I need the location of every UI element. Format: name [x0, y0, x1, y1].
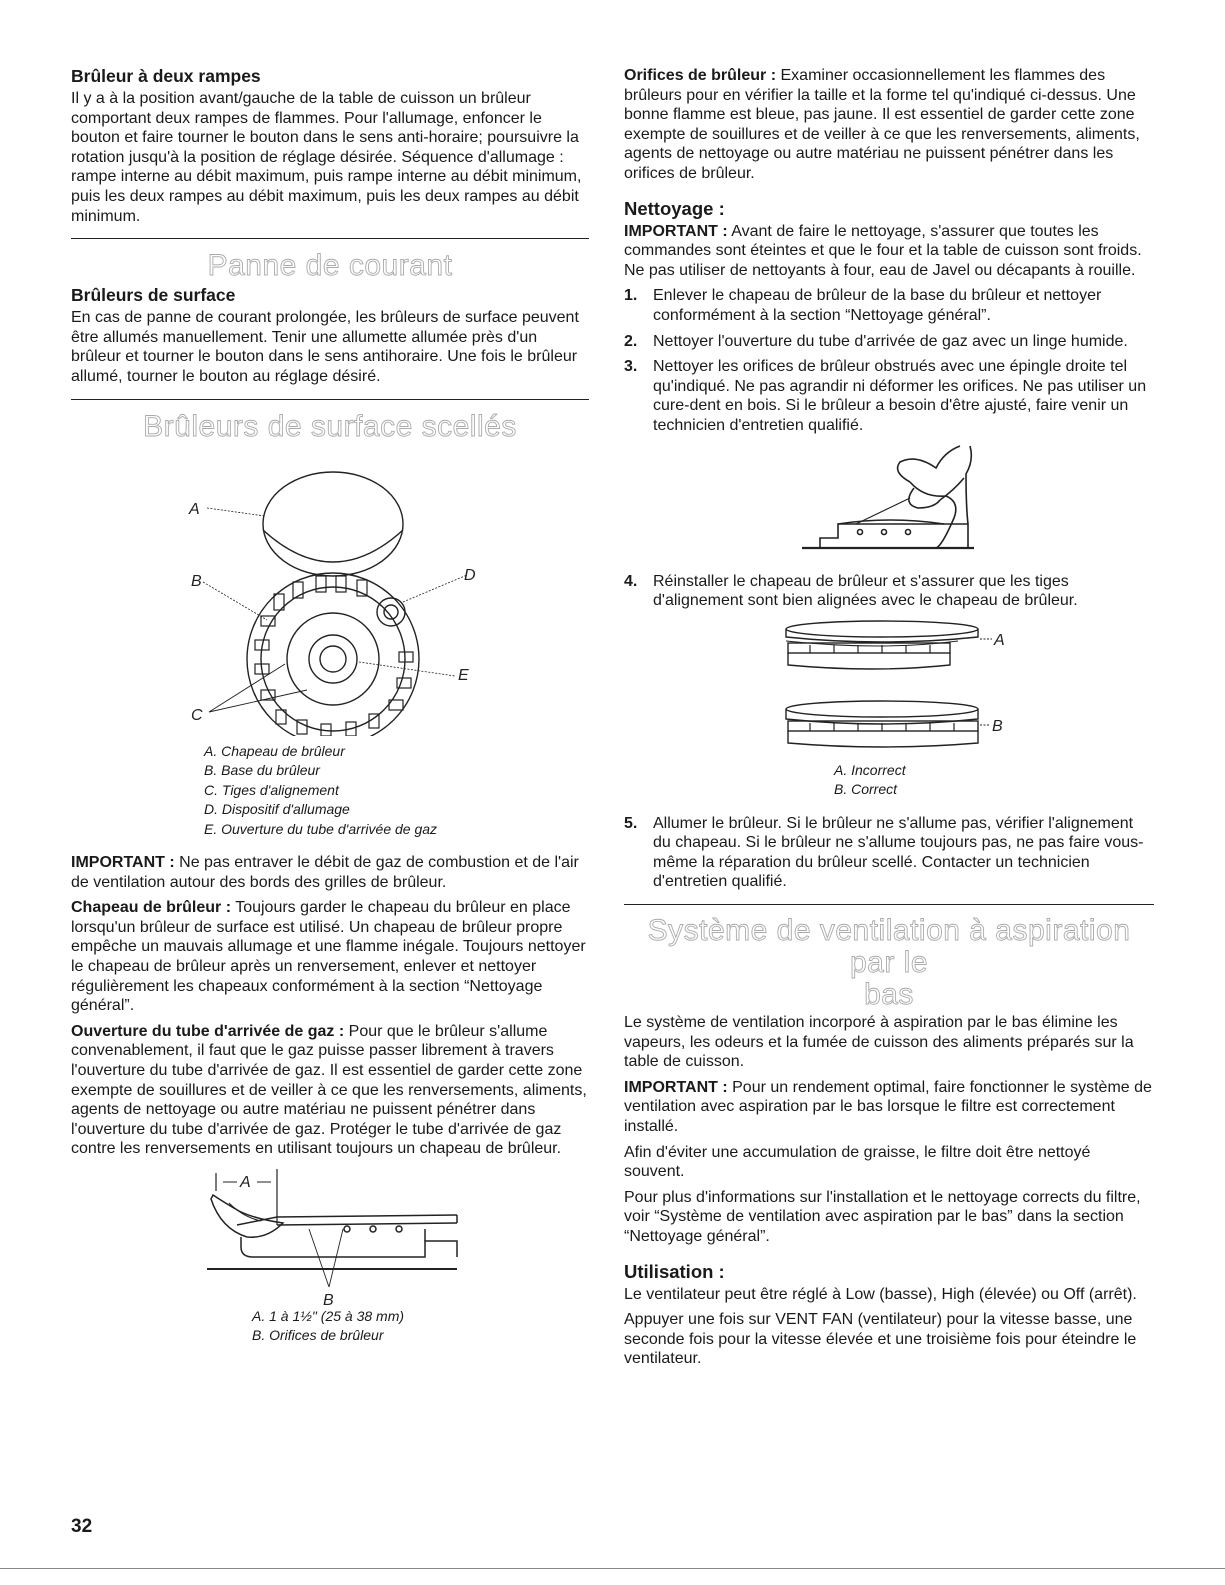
cleaning-heading: Nettoyage : [624, 197, 725, 219]
caption-item: E. Ouverture du tube d'arrivée de gaz [204, 820, 438, 837]
caption-item: B. Orifices de brûleur [252, 1327, 384, 1344]
divider [71, 238, 589, 239]
downdraft-filter-note: Afin d'éviter une accumulation de graisse, le filtre doit être nettoyé souvent. [624, 1143, 1091, 1181]
downdraft-more-info: Pour plus d'informations sur l'installation et le nettoyage corrects du filtre, voir “Système de ventilation avec aspiration par le bas” dans la section “Nettoyage général”. [624, 1188, 1141, 1245]
use-paragraph-1: Le ventilateur peut être réglé à Low (basse), High (élevée) ou Off (arrêt). [624, 1285, 1137, 1303]
burner-captions [204, 742, 589, 840]
divider [71, 399, 589, 400]
bottom-edge [0, 1568, 1225, 1569]
caption-item: D. Dispositif d'allumage [204, 801, 350, 818]
power-failure-text: En cas de panne de courant prolongée, les brûleurs de surface peuvent être allumés manuellement. Tenir une allumette allumée près d'un brûleur et tourner le bouton dans le sens antihoraire. Une fois le brûleur allumé, tourner le bouton au réglage désiré. [71, 309, 579, 385]
fig-label-a: A [189, 500, 200, 518]
two-ring-heading: Brûleur à deux rampes [71, 66, 261, 86]
caption-item: C. Tiges d'alignement [204, 781, 339, 798]
caption-item: A. Incorrect [834, 761, 906, 778]
caption-item: A. Chapeau de brûleur [204, 742, 345, 759]
caption-item: B. Correct [834, 781, 898, 798]
divider [624, 904, 1154, 905]
orifice-label-a: A [240, 1173, 251, 1191]
fig-label-c: C [191, 706, 203, 724]
orifice-captions [252, 1307, 589, 1346]
sealed-burners-section-title: Brûleurs de surface scellés [143, 409, 517, 443]
downdraft-intro: Le système de ventilation incorporé à aspiration par le bas élimine les vapeurs, les odeurs et la fumée de cuisson des aliments préparés sur la table de cuisson. [624, 1014, 1134, 1071]
list-item: 3. Nettoyer les orifices de brûleur obstrués avec une épingle droite tel qu'indiqué. Ne pas agrandir ni déformer les orifices. Ne pas utiliser un cure-dent en bois. Si le brûleur a besoin d'être ajusté, faire venir un technicien d'entretien qualifié. [624, 358, 1147, 434]
caption-item: B. Base du brûleur [204, 762, 320, 779]
list-item: 2. Nettoyer l'ouverture du tube d'arrivée de gaz avec un linge humide. [624, 332, 1128, 350]
orifice-diagram [71, 1165, 589, 1305]
cleaning-steps [624, 286, 1154, 435]
cleaning-step-5 [624, 814, 1154, 892]
fig-label-d: D [464, 566, 476, 584]
cleaning-step-4 [624, 572, 1154, 611]
caption-item: A. 1 à 1½" (25 à 38 mm) [252, 1307, 405, 1324]
two-ring-text: Il y a à la position avant/gauche de la table de cuisson un brûleur comportant deux rampes de flammes. Pour l'allumage, enfoncer le bouton et faire tourner le bouton dans le sens anti-horaire; poursuivre la rotation jusqu'à la position de réglage désirée. Séquence d'allumage : rampe interne au débit maximum, puis rampe interne au débit minimum, puis les deux rampes au débit maximum, puis les deux rampes au débit minimum. [71, 90, 582, 225]
orifices-paragraph: Orifices de brûleur : Examiner occasionnellement les flammes des brûleurs pour en vérifier la taille et la forme tel qu'indiqué ci-dessus. Une bonne flamme est bleue, pas jaune. Il est essentiel de garder cette zone exempte de souillures et de veiller à ce que les renversements, aliments, agents de nettoyage ou autre matériau ne puissent pénétrer dans les orifices de brûleur. [624, 67, 1140, 182]
cleaning-pin-illustration [624, 442, 1154, 560]
list-item: 1. Enlever le chapeau de brûleur de la base du brûleur et nettoyer conformément à la section “Nettoyage général”. [624, 287, 1102, 324]
use-paragraph-2: Appuyer une fois sur VENT FAN (ventilateur) pour la vitesse basse, une seconde fois pour la vitesse élevée et une troisième fois pour éteindre le ventilateur. [624, 1311, 1137, 1368]
downdraft-important: IMPORTANT : Pour un rendement optimal, faire fonctionner le système de ventilation avec aspiration par le bas lorsque le filtre est correctement installé. [624, 1078, 1152, 1136]
left-column [71, 66, 589, 1346]
page-number: 32 [71, 1516, 93, 1537]
important-note: IMPORTANT : Ne pas entraver le débit de gaz de combustion et de l'air de ventilation autour des bords des grilles de brûleur. [71, 854, 579, 891]
power-failure-section-title: Panne de courant [207, 249, 453, 283]
right-column [624, 66, 1154, 1375]
burner-cap-paragraph: Chapeau de brûleur : Toujours garder le chapeau du brûleur en place lorsqu'un brûleur de surface est utilisé. Un chapeau de brûleur propre empêche un mauvais allumage et une flamme inégale. Toujours nettoyer le chapeau de brûleur après un renversement, enlever et nettoyer régulièrement les chapeaux conformément à la section “Nettoyage général”. [71, 899, 586, 1015]
list-item: 5. Allumer le brûleur. Si le brûleur ne s'allume pas, vérifier l'alignement du chapeau. Si le brûleur ne s'allume toujours pas, ne pas faire vous-même la réparation du brûleur scellé. Contacter un technicien d'entretien qualifié. [624, 814, 1144, 891]
alignment-captions [834, 761, 1154, 800]
fig-label-e: E [458, 666, 469, 684]
use-heading: Utilisation : [624, 1260, 725, 1282]
orifice-label-b: B [323, 1291, 334, 1305]
cleaning-important: IMPORTANT : Avant de faire le nettoyage, s'assurer que toutes les commandes sont éteintes et que le four et la table de cuisson sont froids. Ne pas utiliser de nettoyants à four, eau de Javel ou décapants à rouille. [624, 222, 1142, 279]
fig-label-b: B [191, 572, 202, 590]
sealed-burner-diagram [71, 446, 589, 736]
downdraft-section-title: Système de ventilation à aspiration par le bas [647, 914, 1131, 1012]
cap-alignment-diagram [624, 617, 1154, 757]
surface-burners-heading: Brûleurs de surface [71, 285, 236, 306]
align-label-b: B [992, 717, 1003, 735]
gas-tube-paragraph: Ouverture du tube d'arrivée de gaz : Pour que le brûleur s'allume convenablement, il faut que le gaz puisse passer librement à travers l'ouverture du tube d'arrivée de gaz. Il est essentiel de garder cette zone exempte de souillures et de veiller à ce que les renversements, aliments, agents de nettoyage ou autre matériau ne puissent pénétrer dans l'ouverture du tube d'arrivée de gaz. Protéger le tube d'arrivée de gaz contre les renversements en utilisant toujours un chapeau de brûleur. [71, 1022, 587, 1158]
list-item: 4. Réinstaller le chapeau de brûleur et s'assurer que les tiges d'alignement sont bien alignées avec le chapeau de brûleur. [624, 572, 1078, 610]
align-label-a: A [994, 631, 1005, 649]
